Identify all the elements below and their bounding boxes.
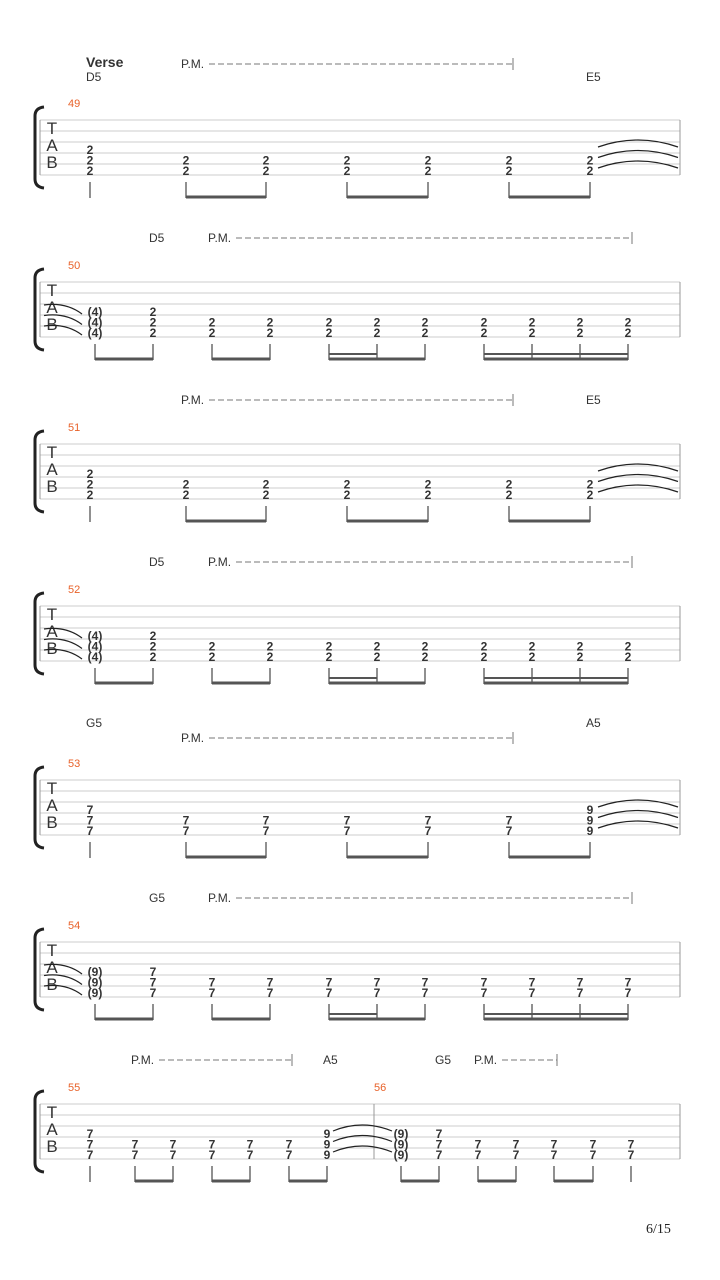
tab-clef-t: T — [46, 941, 58, 960]
fret-number: 7 — [424, 813, 432, 828]
chord-name: E5 — [586, 70, 601, 84]
chord-name: D5 — [149, 231, 165, 245]
fret-number: 9 — [586, 813, 594, 828]
fret-number: 2 — [586, 153, 594, 168]
palm-mute-label: P.M. — [181, 57, 205, 71]
fret-number: 7 — [262, 824, 270, 838]
tie-arc — [598, 464, 678, 471]
fret-number: 7 — [505, 824, 513, 838]
fret-number: 7 — [373, 986, 381, 1000]
tab-clef-a: A — [46, 796, 58, 815]
fret-number: 7 — [528, 975, 536, 990]
palm-mute-label: P.M. — [474, 1053, 498, 1067]
fret-number: 2 — [325, 639, 333, 654]
fret-number: 7 — [86, 803, 94, 817]
fret-number: 7 — [149, 986, 157, 1000]
fret-number: 7 — [169, 1148, 177, 1162]
fret-number: 2 — [373, 315, 381, 330]
fret-number: 7 — [86, 1137, 94, 1152]
fret-number: 7 — [285, 1148, 293, 1162]
fret-number: 7 — [480, 975, 488, 990]
measure-number: 53 — [68, 758, 81, 770]
tab-clef-t: T — [46, 605, 58, 624]
fret-number: 7 — [512, 1137, 520, 1152]
fret-number: 2 — [325, 326, 333, 340]
measure-number: 52 — [68, 584, 81, 596]
measure-number: 55 — [68, 1082, 81, 1094]
fret-number: 7 — [576, 975, 584, 990]
tab-clef-b: B — [46, 315, 58, 334]
fret-number: (4) — [87, 315, 103, 330]
chord-name: G5 — [435, 1053, 452, 1067]
fret-number: 2 — [86, 164, 94, 178]
fret-number: 7 — [435, 1127, 443, 1141]
fret-number: 2 — [586, 164, 594, 178]
fret-number: 2 — [343, 153, 351, 168]
fret-number: 7 — [528, 986, 536, 1000]
fret-number: 2 — [576, 326, 584, 340]
fret-number: 7 — [266, 975, 274, 990]
fret-number: 7 — [474, 1137, 482, 1152]
fret-number: 2 — [86, 153, 94, 168]
fret-number: 2 — [421, 650, 429, 664]
fret-number: (4) — [87, 650, 103, 664]
tie-arc — [333, 1136, 392, 1142]
tab-clef-b: B — [46, 975, 58, 994]
chord-name: D5 — [86, 70, 102, 84]
fret-number: 9 — [586, 824, 594, 838]
fret-number: 2 — [421, 639, 429, 654]
fret-number: 2 — [266, 315, 274, 330]
fret-number: (4) — [87, 326, 103, 340]
fret-number: 9 — [323, 1148, 331, 1162]
fret-number: (9) — [87, 975, 103, 990]
fret-number: 7 — [624, 975, 632, 990]
tie-arc — [598, 475, 678, 482]
fret-number: 2 — [86, 488, 94, 502]
fret-number: 2 — [208, 315, 216, 330]
fret-number: (4) — [87, 305, 103, 319]
fret-number: 7 — [246, 1137, 254, 1152]
fret-number: 7 — [624, 986, 632, 1000]
fret-number: 2 — [586, 477, 594, 492]
fret-number: 7 — [169, 1137, 177, 1152]
measure-number: 56 — [374, 1082, 387, 1094]
fret-number: 7 — [208, 975, 216, 990]
fret-number: 2 — [624, 315, 632, 330]
fret-number: 2 — [505, 153, 513, 168]
fret-number: 2 — [149, 639, 157, 654]
tab-clef-t: T — [46, 1103, 58, 1122]
fret-number: 7 — [550, 1148, 558, 1162]
palm-mute-label: P.M. — [208, 555, 232, 569]
fret-number: 2 — [424, 164, 432, 178]
tab-clef-b: B — [46, 1137, 58, 1156]
fret-number: 2 — [424, 488, 432, 502]
tie-arc — [598, 140, 678, 147]
fret-number: 7 — [86, 824, 94, 838]
fret-number: 2 — [86, 467, 94, 481]
fret-number: 2 — [480, 650, 488, 664]
fret-number: 2 — [528, 326, 536, 340]
fret-number: (9) — [87, 965, 103, 979]
fret-number: 2 — [86, 143, 94, 157]
fret-number: 7 — [86, 813, 94, 828]
fret-number: 7 — [480, 986, 488, 1000]
fret-number: 7 — [208, 1137, 216, 1152]
fret-number: 2 — [266, 639, 274, 654]
fret-number: 2 — [182, 153, 190, 168]
fret-number: 7 — [435, 1148, 443, 1162]
fret-number: 7 — [262, 813, 270, 828]
fret-number: 2 — [421, 315, 429, 330]
tab-clef-b: B — [46, 477, 58, 496]
fret-number: 7 — [373, 975, 381, 990]
measure-number: 49 — [68, 98, 81, 110]
fret-number: (9) — [87, 986, 103, 1000]
fret-number: 2 — [149, 629, 157, 643]
fret-number: 2 — [182, 477, 190, 492]
fret-number: 2 — [208, 650, 216, 664]
tab-clef-t: T — [46, 443, 58, 462]
fret-number: (9) — [393, 1127, 409, 1141]
fret-number: 7 — [550, 1137, 558, 1152]
fret-number: 7 — [86, 1127, 94, 1141]
fret-number: (9) — [393, 1148, 409, 1162]
fret-number: 2 — [576, 639, 584, 654]
chord-name: E5 — [586, 393, 601, 407]
fret-number: 7 — [131, 1137, 139, 1152]
fret-number: (4) — [87, 639, 103, 654]
fret-number: (4) — [87, 629, 103, 643]
fret-number: 2 — [528, 315, 536, 330]
fret-number: 2 — [182, 164, 190, 178]
fret-number: 7 — [505, 813, 513, 828]
fret-number: 2 — [373, 326, 381, 340]
fret-number: 2 — [266, 326, 274, 340]
fret-number: 2 — [262, 477, 270, 492]
fret-number: 2 — [343, 477, 351, 492]
palm-mute-label: P.M. — [208, 891, 232, 905]
fret-number: 2 — [86, 477, 94, 492]
tab-clef-b: B — [46, 639, 58, 658]
fret-number: 7 — [627, 1137, 635, 1152]
fret-number: 2 — [262, 153, 270, 168]
fret-number: 7 — [86, 1148, 94, 1162]
fret-number: 9 — [323, 1127, 331, 1141]
palm-mute-label: P.M. — [131, 1053, 155, 1067]
fret-number: 7 — [421, 986, 429, 1000]
fret-number: 7 — [474, 1148, 482, 1162]
tab-clef-t: T — [46, 119, 58, 138]
fret-number: 2 — [149, 650, 157, 664]
fret-number: 7 — [627, 1148, 635, 1162]
chord-name: D5 — [149, 555, 165, 569]
fret-number: 7 — [325, 975, 333, 990]
section-label-verse: Verse — [86, 54, 124, 70]
palm-mute-label: P.M. — [208, 231, 232, 245]
fret-number: 7 — [576, 986, 584, 1000]
tie-arc — [598, 811, 678, 818]
fret-number: 7 — [589, 1137, 597, 1152]
fret-number: 2 — [528, 650, 536, 664]
fret-number: 2 — [576, 650, 584, 664]
chord-name: A5 — [586, 716, 601, 730]
fret-number: 2 — [182, 488, 190, 502]
fret-number: 7 — [343, 813, 351, 828]
tab-clef-a: A — [46, 298, 58, 317]
fret-number: 2 — [480, 315, 488, 330]
fret-number: 7 — [208, 986, 216, 1000]
fret-number: 2 — [325, 315, 333, 330]
fret-number: 7 — [424, 824, 432, 838]
fret-number: 7 — [208, 1148, 216, 1162]
tab-clef-a: A — [46, 1120, 58, 1139]
tie-arc — [598, 800, 678, 807]
measure-number: 50 — [68, 260, 81, 272]
fret-number: 7 — [512, 1148, 520, 1162]
fret-number: 7 — [246, 1148, 254, 1162]
fret-number: 7 — [131, 1148, 139, 1162]
fret-number: 2 — [586, 488, 594, 502]
fret-number: 2 — [624, 639, 632, 654]
fret-number: 2 — [505, 477, 513, 492]
tab-clef-a: A — [46, 136, 58, 155]
fret-number: 2 — [528, 639, 536, 654]
fret-number: 7 — [266, 986, 274, 1000]
fret-number: 2 — [208, 326, 216, 340]
fret-number: 2 — [505, 164, 513, 178]
tab-clef-a: A — [46, 460, 58, 479]
palm-mute-label: P.M. — [181, 393, 205, 407]
palm-mute-label: P.M. — [181, 731, 205, 745]
chord-name: A5 — [323, 1053, 338, 1067]
fret-number: 2 — [373, 639, 381, 654]
fret-number: 2 — [624, 326, 632, 340]
fret-number: 7 — [589, 1148, 597, 1162]
fret-number: (9) — [393, 1137, 409, 1152]
fret-number: 7 — [149, 965, 157, 979]
measure-number: 51 — [68, 422, 81, 434]
fret-number: 7 — [285, 1137, 293, 1152]
fret-number: 2 — [343, 164, 351, 178]
fret-number: 9 — [586, 803, 594, 817]
chord-name: G5 — [149, 891, 166, 905]
tab-clef-t: T — [46, 281, 58, 300]
fret-number: 2 — [343, 488, 351, 502]
tab-clef-b: B — [46, 153, 58, 172]
fret-number: 2 — [505, 488, 513, 502]
tie-arc — [598, 151, 678, 158]
fret-number: 2 — [424, 153, 432, 168]
fret-number: 2 — [421, 326, 429, 340]
fret-number: 2 — [149, 305, 157, 319]
fret-number: 7 — [435, 1137, 443, 1152]
fret-number: 2 — [480, 326, 488, 340]
tab-clef-a: A — [46, 958, 58, 977]
fret-number: 7 — [149, 975, 157, 990]
tab-clef-t: T — [46, 779, 58, 798]
tab-clef-b: B — [46, 813, 58, 832]
fret-number: 2 — [373, 650, 381, 664]
fret-number: 2 — [266, 650, 274, 664]
fret-number: 2 — [576, 315, 584, 330]
fret-number: 2 — [208, 639, 216, 654]
fret-number: 7 — [343, 824, 351, 838]
fret-number: 2 — [424, 477, 432, 492]
measure-number: 54 — [68, 920, 81, 932]
fret-number: 2 — [262, 164, 270, 178]
page-number: 6/15 — [646, 1222, 671, 1237]
fret-number: 2 — [325, 650, 333, 664]
fret-number: 7 — [182, 824, 190, 838]
fret-number: 2 — [480, 639, 488, 654]
fret-number: 2 — [149, 326, 157, 340]
tie-arc — [333, 1146, 392, 1152]
fret-number: 9 — [323, 1137, 331, 1152]
fret-number: 7 — [325, 986, 333, 1000]
chord-name: G5 — [86, 716, 103, 730]
fret-number: 2 — [624, 650, 632, 664]
tab-clef-a: A — [46, 622, 58, 641]
fret-number: 2 — [262, 488, 270, 502]
fret-number: 2 — [149, 315, 157, 330]
fret-number: 7 — [421, 975, 429, 990]
fret-number: 7 — [182, 813, 190, 828]
